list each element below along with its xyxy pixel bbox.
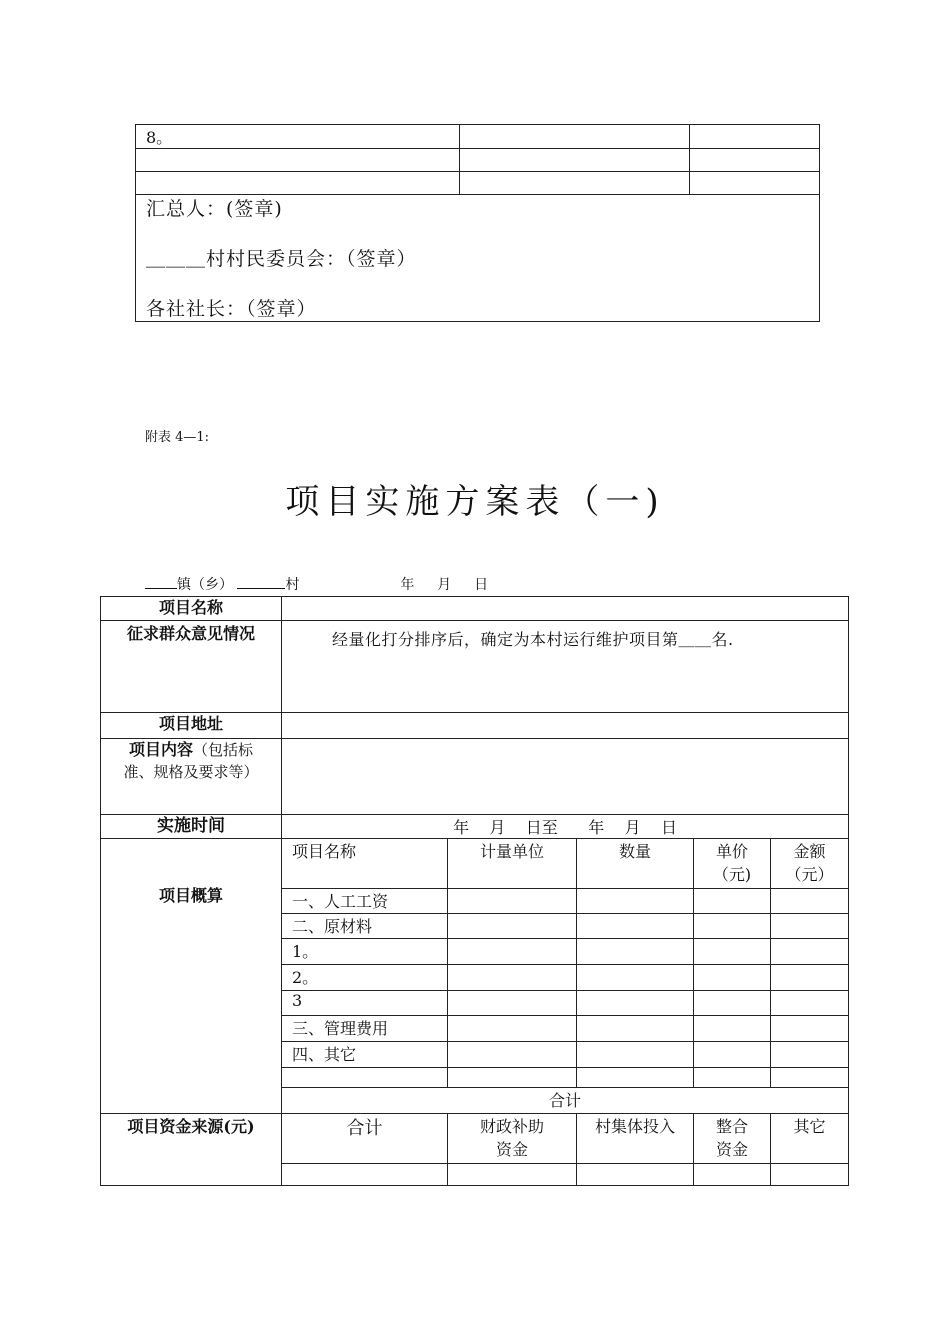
village-label: 村 bbox=[285, 577, 300, 593]
funds-header: 合计 bbox=[282, 1114, 448, 1164]
budget-item[interactable] bbox=[282, 1068, 448, 1088]
annex-label: 附表 4—1: bbox=[145, 430, 210, 445]
funds-cell[interactable] bbox=[282, 1164, 448, 1186]
table-cell[interactable] bbox=[690, 149, 820, 172]
content-label-cell bbox=[101, 739, 282, 815]
budget-item: 二、原材料 bbox=[282, 914, 448, 939]
summarizer-signature: 汇总人：(签章) bbox=[146, 198, 283, 220]
table-cell[interactable] bbox=[136, 149, 460, 172]
budget-item: 一、人工工资 bbox=[282, 889, 448, 914]
budget-cell[interactable] bbox=[771, 1042, 849, 1068]
budget-cell[interactable] bbox=[577, 889, 694, 914]
table-row bbox=[101, 815, 849, 839]
budget-cell[interactable] bbox=[771, 1016, 849, 1042]
budget-header: 计量单位 bbox=[448, 839, 577, 889]
address-label: 项目地址 bbox=[101, 713, 282, 739]
budget-header: 项目名称 bbox=[282, 839, 448, 889]
day-label: 日 bbox=[474, 577, 489, 593]
budget-cell[interactable] bbox=[771, 965, 849, 991]
project-name-field[interactable] bbox=[282, 597, 849, 621]
budget-header: 金额（元） bbox=[771, 839, 849, 889]
table-cell[interactable] bbox=[460, 149, 690, 172]
year-label: 年 bbox=[400, 577, 415, 593]
month-label: 月 bbox=[437, 577, 452, 593]
budget-label: 项目概算 bbox=[101, 839, 282, 1114]
budget-cell[interactable] bbox=[577, 1068, 694, 1088]
funds-label: 项目资金来源(元) bbox=[101, 1114, 282, 1186]
budget-cell[interactable] bbox=[694, 1016, 771, 1042]
opinion-field[interactable]: 经量化打分排序后，确定为本村运行维护项目第＿＿名. bbox=[282, 621, 849, 713]
budget-cell[interactable] bbox=[577, 1042, 694, 1068]
budget-cell[interactable] bbox=[577, 939, 694, 965]
budget-cell[interactable] bbox=[448, 1042, 577, 1068]
table-row bbox=[101, 621, 849, 713]
funds-header: 财政补助资金 bbox=[448, 1114, 577, 1164]
budget-item: 3 bbox=[282, 991, 448, 1016]
funds-cell[interactable] bbox=[577, 1164, 694, 1186]
funds-header: 整合资金 bbox=[694, 1114, 771, 1164]
budget-cell[interactable] bbox=[694, 991, 771, 1016]
leader-signature: 各社社长：（签章） bbox=[146, 298, 317, 320]
funds-cell[interactable] bbox=[448, 1164, 577, 1186]
budget-cell[interactable] bbox=[694, 1042, 771, 1068]
budget-cell[interactable] bbox=[771, 991, 849, 1016]
budget-cell[interactable] bbox=[448, 1016, 577, 1042]
table-row bbox=[136, 125, 820, 149]
town-blank[interactable] bbox=[145, 575, 177, 589]
content-label: 项目内容 bbox=[128, 740, 193, 759]
budget-total-label: 合计 bbox=[282, 1088, 849, 1114]
budget-item: 1。 bbox=[282, 939, 448, 965]
table-row bbox=[101, 597, 849, 621]
budget-cell[interactable] bbox=[448, 914, 577, 939]
table-row bbox=[101, 839, 849, 889]
budget-cell[interactable] bbox=[694, 914, 771, 939]
table-cell[interactable] bbox=[460, 125, 690, 149]
location-date-line bbox=[145, 574, 488, 594]
time-label: 实施时间 bbox=[101, 815, 282, 839]
committee-signature: ＿＿＿村村民委员会：（签章） bbox=[146, 248, 417, 270]
funds-header: 村集体投入 bbox=[577, 1114, 694, 1164]
signature-row bbox=[136, 195, 820, 322]
funds-cell[interactable] bbox=[694, 1164, 771, 1186]
budget-cell[interactable] bbox=[448, 889, 577, 914]
opinion-label: 征求群众意见情况 bbox=[101, 621, 282, 713]
budget-cell[interactable] bbox=[577, 991, 694, 1016]
table-row bbox=[101, 713, 849, 739]
budget-cell[interactable] bbox=[577, 914, 694, 939]
project-name-label: 项目名称 bbox=[101, 597, 282, 621]
table-row bbox=[101, 739, 849, 815]
budget-cell[interactable] bbox=[694, 939, 771, 965]
budget-header: 单价（元) bbox=[694, 839, 771, 889]
village-blank[interactable] bbox=[237, 575, 285, 589]
project-plan-table bbox=[100, 596, 849, 1186]
table-cell[interactable] bbox=[690, 125, 820, 149]
funds-cell[interactable] bbox=[771, 1164, 849, 1186]
budget-cell[interactable] bbox=[771, 889, 849, 914]
budget-cell[interactable] bbox=[448, 965, 577, 991]
budget-header: 数量 bbox=[577, 839, 694, 889]
town-label: 镇（乡） bbox=[177, 577, 233, 593]
budget-item: 四、其它 bbox=[282, 1042, 448, 1068]
budget-cell[interactable] bbox=[577, 1016, 694, 1042]
table-cell[interactable] bbox=[690, 172, 820, 195]
budget-item: 2。 bbox=[282, 965, 448, 991]
table-row bbox=[136, 149, 820, 172]
address-field[interactable] bbox=[282, 713, 849, 739]
table-row bbox=[136, 172, 820, 195]
signature-cell bbox=[136, 195, 820, 322]
budget-cell[interactable] bbox=[694, 889, 771, 914]
funds-header: 其它 bbox=[771, 1114, 849, 1164]
budget-cell[interactable] bbox=[448, 991, 577, 1016]
table-row bbox=[101, 1114, 849, 1164]
content-field[interactable] bbox=[282, 739, 849, 815]
budget-cell[interactable] bbox=[694, 965, 771, 991]
table-cell[interactable] bbox=[136, 172, 460, 195]
time-field[interactable]: 年 月 日至 年 月 日 bbox=[282, 815, 849, 839]
content-note: （包括标准、规格及要求等） bbox=[123, 741, 259, 781]
budget-cell[interactable] bbox=[771, 939, 849, 965]
budget-item: 三、管理费用 bbox=[282, 1016, 448, 1042]
budget-cell[interactable] bbox=[577, 965, 694, 991]
table-cell[interactable]: 8。 bbox=[136, 125, 460, 149]
budget-cell[interactable] bbox=[448, 939, 577, 965]
budget-cell[interactable] bbox=[771, 914, 849, 939]
document-title: 项目实施方案表（一) bbox=[285, 482, 665, 522]
budget-cell[interactable] bbox=[771, 1068, 849, 1088]
budget-cell[interactable] bbox=[448, 1068, 577, 1088]
budget-cell[interactable] bbox=[694, 1068, 771, 1088]
table-cell[interactable] bbox=[460, 172, 690, 195]
summary-table bbox=[135, 124, 820, 322]
